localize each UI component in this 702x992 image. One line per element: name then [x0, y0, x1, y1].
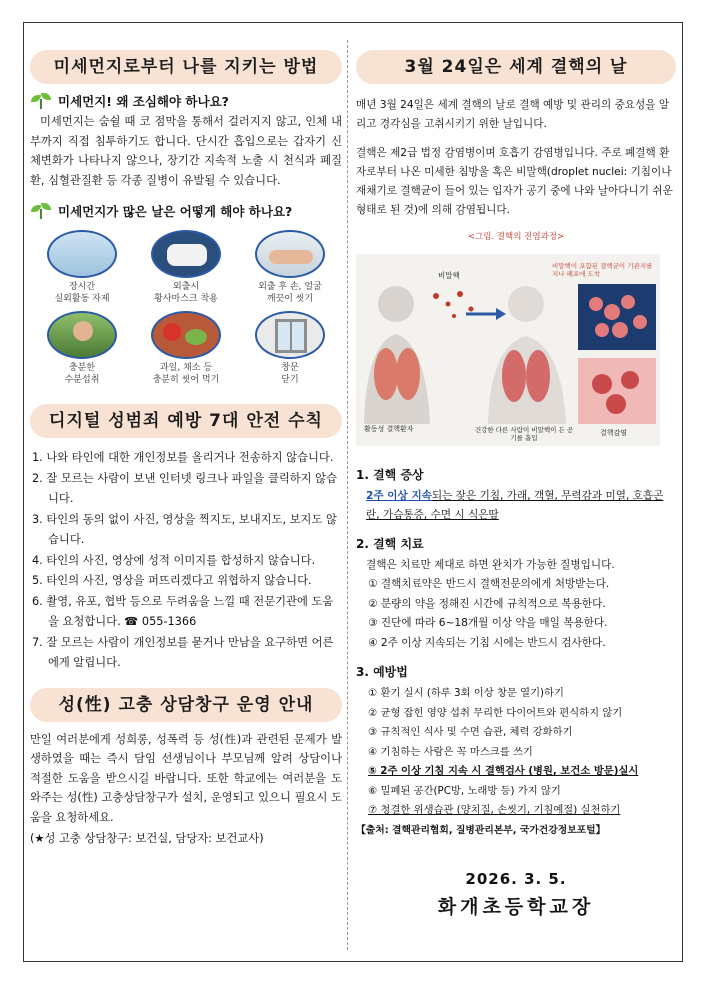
treatment-intro: 결핵은 치료만 제대로 하면 완치가 가능한 질병입니다.	[366, 559, 615, 571]
counseling-note: (★성 고충 상담창구: 보건실, 담당자: 보건교사)	[30, 832, 264, 845]
drink-water-icon	[47, 311, 117, 359]
list-item: ② 균형 잡힌 영양 섭취 무리한 다이어트와 편식하지 않기	[368, 706, 623, 719]
tip-fruit: 과일, 채소 등 충분히 씻어 먹기	[134, 311, 238, 386]
fine-dust-q2	[30, 202, 342, 220]
transmission-illustration	[356, 254, 660, 446]
tb-transmission-diagram	[356, 254, 660, 446]
treatment-heading: 2. 결핵 치료	[356, 537, 424, 551]
list-item: ④ 기침하는 사람은 꼭 마스크를 쓰기	[368, 745, 533, 758]
right-column	[356, 50, 676, 919]
label-patient: 활동성 결핵환자	[364, 425, 414, 433]
window-icon	[255, 311, 325, 359]
tip-wash: 외출 후 손, 얼굴 깨끗이 씻기	[238, 230, 342, 305]
digital-crime-rules	[30, 448, 342, 674]
tip-water: 충분한 수분섭취	[30, 311, 134, 386]
counseling-paragraph: 만일 여러분에게 성희롱, 성폭력 등 성(性)과 관련된 문제가 발생하였을 때는 즉시 담임 선생님이나 부모님께 알려 상담이나 적절한 도움을 받으시길 바랍니다. 또한 학교에는 여러분을 도와주는 성(性) 고충상담창구가 설치, 운영되고 있으니 필요시 도움을 요청하세요.	[30, 732, 342, 824]
outdoor-icon	[47, 230, 117, 278]
sprout-icon	[30, 93, 52, 109]
list-item: ⑤ 2주 이상 기침 지속 시 결핵검사 (병원, 보건소 방문)실시	[368, 765, 639, 777]
counseling-title: 성(性) 고충 상담창구 운영 안내	[30, 688, 342, 722]
fine-dust-paragraph: 미세먼지는 숨쉴 때 코 점막을 통해서 걸러지지 않고, 인체 내부까지 직접 침투하기도 합니다. 단시간 흡입으로는 갑자기 신체변화가 나타나지 않으나, 장기간 지속적 노출 시 천식과 폐질환, 심혈관질환 등 각종 질병이 유발될 수 있습니다.	[30, 115, 342, 187]
symptoms-heading: 1. 결핵 증상	[356, 468, 424, 482]
list-item: ⑦ 청결한 위생습관 (양치질, 손씻기, 기침예절) 실천하기	[368, 804, 621, 816]
list-item: 4. 타인의 사진, 영상에 성적 이미지를 합성하지 않습니다.	[32, 553, 316, 567]
list-item: 1. 나와 타인에 대한 개인정보를 올리거나 전송하지 않습니다.	[32, 451, 334, 464]
symptoms-lead: 2주 이상 지속	[366, 490, 432, 502]
left-column	[30, 50, 342, 849]
list-item: 5. 타인의 사진, 영상을 퍼뜨리겠다고 위협하지 않습니다.	[32, 574, 312, 587]
label-infection: 결핵감염	[600, 429, 628, 437]
tip-window: 창문 닫기	[238, 311, 342, 386]
list-item: 6. 촬영, 유포, 협박 등으로 두려움을 느낄 때 전문기관에 도움을 요청합니다. ☎ 055-1366	[32, 594, 334, 628]
treatment-list	[356, 575, 676, 653]
tb-infection: 결핵은 제2급 법정 감염병이며 호흡기 감염병입니다. 주로 폐결핵 환자로부터 나온 미세한 침방울 혹은 비말핵(droplet nuclei: 기침이나 재채기로 결핵균이 들어 있는 입자가 공기 중에 나와 날아다니기 쉬운 형태로 된 것)에 의해 감염됩니다.	[356, 147, 673, 216]
q1-text: 미세먼지! 왜 조심해야 하나요?	[58, 94, 229, 109]
figure-caption: <그림. 결핵의 전염과정>	[467, 232, 565, 242]
digital-crime-title: 디지털 성범죄 예방 7대 안전 수칙	[30, 404, 342, 438]
prevention-list	[356, 684, 676, 821]
list-item: ② 분량의 약을 정해진 시간에 규칙적으로 복용한다.	[368, 597, 606, 610]
symptoms-text	[356, 487, 676, 525]
school-principal: 화개초등학교장	[437, 895, 595, 918]
prevention-heading: 3. 예방법	[356, 665, 408, 679]
list-item: ④ 2주 이상 지속되는 기침 시에는 반드시 검사한다.	[368, 636, 606, 649]
sprout-icon	[30, 203, 52, 219]
mask-icon	[151, 230, 221, 278]
issue-date: 2026. 3. 5.	[465, 869, 567, 888]
list-item: ③ 진단에 따라 6~18개월 이상 약을 매일 복용한다.	[368, 617, 608, 629]
list-item: 7. 잘 모르는 사람이 개인정보를 묻거나 만남을 요구하면 어른에게 알립니다.	[32, 635, 334, 669]
tb-intro: 매년 3월 24일은 세계 결핵의 날로 결핵 예방 및 관리의 중요성을 알리고 경각심을 고취시키기 위한 날입니다.	[356, 99, 670, 130]
hand-wash-icon	[255, 230, 325, 278]
list-item: ⑥ 밀폐된 공간(PC방, 노래방 등) 가지 않기	[368, 784, 561, 797]
column-divider	[347, 40, 348, 950]
tip-outdoor: 장시간 실외활동 자제	[30, 230, 134, 305]
list-item: ① 환기 실시 (하루 3회 이상 창문 열기)하기	[368, 687, 564, 699]
list-item: 2. 잘 모르는 사람이 보낸 인터넷 링크나 파일을 클릭하지 않습니다.	[32, 471, 338, 505]
tip-mask: 외출시 황사마스크 착용	[134, 230, 238, 305]
tb-day-title: 3월 24일은 세계 결핵의 날	[356, 50, 676, 84]
fruit-icon	[151, 311, 221, 359]
fine-dust-q1	[30, 92, 342, 110]
q2-text: 미세먼지가 많은 날은 어떻게 해야 하나요?	[58, 204, 293, 219]
list-item: ③ 규칙적인 식사 및 수면 습관, 체력 강화하기	[368, 726, 573, 738]
label-path: 비말핵이 포함된 결핵균이 기관지를 지나 폐포에 도착	[552, 262, 653, 278]
fine-dust-icon-grid	[30, 230, 342, 386]
list-item: 3. 타인의 동의 없이 사진, 영상을 찍지도, 보내지도, 보지도 않습니다.	[32, 512, 337, 546]
list-item: ① 결핵치료약은 반드시 결핵전문의에게 처방받는다.	[368, 578, 610, 590]
label-healthy: 건강한 다른 사람이 비말핵이 든 공기를 흡입	[474, 426, 574, 442]
fine-dust-title: 미세먼지로부터 나를 지키는 방법	[30, 50, 342, 84]
label-droplet: 비말핵	[438, 271, 460, 280]
source-note: 【출처: 결핵관리협회, 질병관리본부, 국가건강정보포털】	[356, 824, 606, 836]
symptoms-list: 되는 잦은 기침, 가래, 객혈, 무력감과 미열, 호흡곤란, 가슴통증, 수면 시 식은땀	[366, 490, 664, 521]
